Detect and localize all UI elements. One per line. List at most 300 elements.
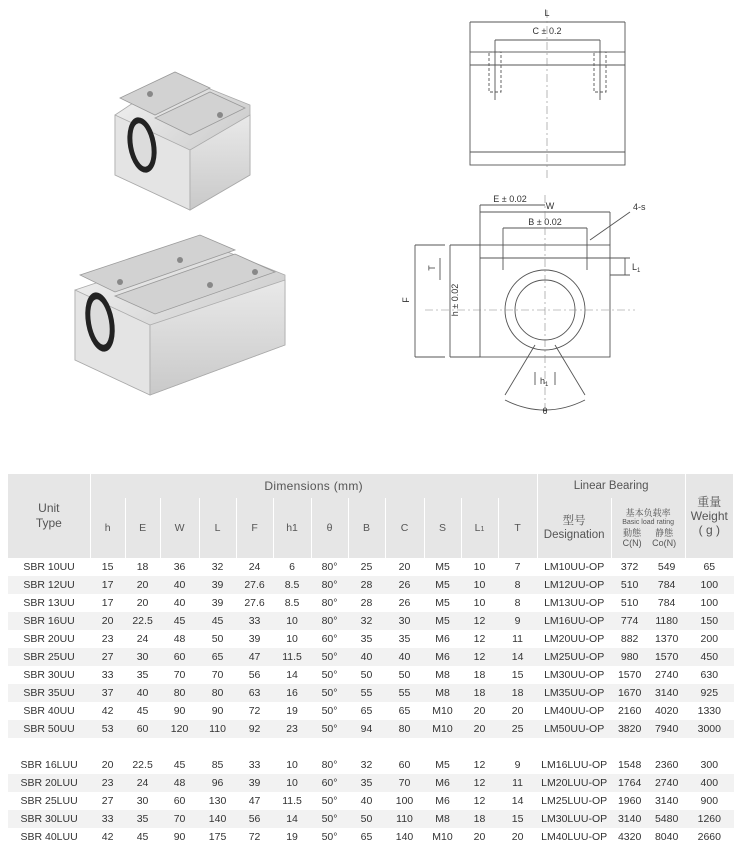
table-row — [8, 756, 734, 774]
col-L1: L1 — [461, 498, 498, 558]
cell-L: 90 — [211, 705, 224, 717]
cell-S: M5 — [435, 759, 450, 771]
cell-C: 80 — [385, 720, 424, 738]
cell-unit-type: SBR 20UU — [23, 633, 75, 645]
table-row — [8, 648, 734, 666]
cell-L: 130 — [208, 795, 227, 807]
cell-weight: 3000 — [685, 720, 733, 738]
cell-T: 11 — [512, 633, 524, 645]
dim-L1-label: $L_1$ — [632, 262, 641, 274]
cell-weight: 100 — [700, 597, 719, 609]
cell-static-load: 3140 — [648, 684, 685, 702]
cell-static-load: 2740 — [654, 669, 679, 681]
cell-B: 32 — [360, 759, 373, 771]
cell-L1: 12 — [461, 612, 498, 630]
table-row — [8, 576, 734, 594]
cell-weight: 630 — [700, 669, 719, 681]
cell-static-load: 2360 — [654, 759, 679, 771]
cell-S: M10 — [432, 705, 453, 717]
cell-dynamic-load: 3820 — [611, 720, 648, 738]
cell-F: 47 — [236, 648, 273, 666]
cell-unit-type: SBR 40LUU — [20, 831, 78, 843]
cell-T: 7 — [514, 561, 521, 573]
cell-dynamic-load: 1570 — [617, 669, 642, 681]
cell-weight: 200 — [700, 633, 719, 645]
cell-W: 120 — [160, 720, 199, 738]
cell-h: 42 — [101, 705, 114, 717]
cell-designation: LM16UU-OP — [537, 612, 611, 630]
cell-C: 110 — [385, 810, 424, 828]
cell-designation: LM20LUU-OP — [537, 774, 611, 792]
cell-weight: 150 — [685, 612, 733, 630]
cell-E: 20 — [136, 597, 149, 609]
cell-T: 9 — [498, 612, 537, 630]
cell-dynamic-load: 4320 — [617, 831, 642, 843]
cell-static-load: 2740 — [648, 774, 685, 792]
cell-dynamic-load: 1670 — [611, 684, 648, 702]
cell-dynamic-load: 3140 — [611, 810, 648, 828]
table-row — [8, 720, 734, 738]
table-row — [8, 810, 734, 828]
cell-weight: 925 — [685, 684, 733, 702]
cell-T: 25 — [498, 720, 537, 738]
cell-B: 35 — [360, 633, 373, 645]
cell-h1: 14 — [286, 669, 298, 681]
cell-theta: 50° — [321, 831, 338, 843]
cell-C: 30 — [385, 612, 424, 630]
cell-S: M6 — [424, 648, 461, 666]
cell-W: 45 — [160, 612, 199, 630]
cell-h1: 23 — [273, 720, 311, 738]
cell-S: M8 — [424, 810, 461, 828]
col-E: E — [125, 498, 160, 558]
cell-static-load: 7940 — [648, 720, 685, 738]
cell-F: 72 — [248, 831, 261, 843]
cell-dynamic-load: 774 — [611, 612, 648, 630]
cell-h: 15 — [101, 561, 114, 573]
short-block-photo — [115, 72, 250, 210]
cell-theta: 50° — [311, 684, 348, 702]
cell-L1: 20 — [473, 831, 486, 843]
cell-h: 17 — [90, 576, 125, 594]
cell-theta: 60° — [321, 633, 338, 645]
cell-theta: 50° — [311, 720, 348, 738]
col-F: F — [236, 498, 273, 558]
table-spacer — [8, 738, 734, 756]
cell-h1: 11.5 — [273, 648, 311, 666]
cell-C: 65 — [398, 705, 411, 717]
cell-W: 90 — [173, 705, 186, 717]
cell-designation: LM30UU-OP — [544, 669, 605, 681]
table-row — [8, 666, 734, 684]
cell-designation: LM40LUU-OP — [541, 831, 608, 843]
cell-theta: 50° — [321, 669, 338, 681]
cell-designation: LM20UU-OP — [544, 633, 605, 645]
cell-weight: 65 — [703, 561, 716, 573]
cell-unit-type: SBR 10UU — [23, 561, 75, 573]
col-B: B — [348, 498, 385, 558]
cell-C: 26 — [385, 576, 424, 594]
cell-static-load: 1570 — [648, 648, 685, 666]
cell-L1: 12 — [473, 759, 486, 771]
cell-h: 20 — [101, 759, 114, 771]
cell-B: 40 — [348, 648, 385, 666]
dim-theta-label: θ — [542, 406, 548, 416]
cell-B: 50 — [360, 669, 373, 681]
cell-S: M6 — [424, 774, 461, 792]
cell-L1: 10 — [473, 597, 486, 609]
cell-S: M5 — [435, 597, 450, 609]
cell-L1: 12 — [461, 774, 498, 792]
cell-unit-type: SBR 30LUU — [8, 810, 90, 828]
cell-B: 94 — [348, 720, 385, 738]
cell-unit-type: SBR 40UU — [23, 705, 75, 717]
col-theta: θ — [311, 498, 348, 558]
table-row — [8, 594, 734, 612]
col-S: S — [424, 498, 461, 558]
cell-dynamic-load: 882 — [620, 633, 639, 645]
cell-T: 9 — [514, 759, 521, 771]
cell-theta: 80° — [311, 576, 348, 594]
cell-h: 37 — [90, 684, 125, 702]
dim-4s-label: 4-s — [633, 202, 646, 212]
col-L: L — [199, 498, 236, 558]
cell-C: 50 — [398, 669, 411, 681]
cell-S: M5 — [424, 576, 461, 594]
cell-weight: 300 — [700, 759, 719, 771]
cell-L1: 12 — [473, 795, 486, 807]
cell-L: 70 — [211, 669, 224, 681]
cell-designation: LM16LUU-OP — [541, 759, 608, 771]
cell-B: 65 — [360, 831, 373, 843]
table-row — [8, 558, 734, 576]
dim-h1-label: $h_1$ — [540, 376, 549, 388]
cell-theta: 50° — [311, 810, 348, 828]
cell-static-load: 3140 — [654, 795, 679, 807]
cell-weight: 2660 — [697, 831, 721, 843]
cell-F: 24 — [248, 561, 261, 573]
cell-C: 20 — [398, 561, 411, 573]
dim-T-label: T — [427, 265, 437, 271]
cell-L1: 18 — [461, 810, 498, 828]
cell-W: 48 — [173, 633, 186, 645]
cell-T: 14 — [511, 795, 524, 807]
cell-theta: 50° — [311, 648, 348, 666]
cell-E: 24 — [125, 774, 160, 792]
cell-C: 55 — [385, 684, 424, 702]
cell-static-load: 549 — [657, 561, 676, 573]
cell-theta: 80° — [311, 612, 348, 630]
cell-h: 17 — [101, 597, 114, 609]
cell-L: 39 — [211, 597, 224, 609]
cell-E: 45 — [136, 705, 149, 717]
load-rating-header: 基本负载率 Basic load rating 動態 静態 C(N) Co(N) — [611, 498, 685, 558]
cell-h1: 19 — [286, 831, 298, 843]
cell-weight: 1330 — [697, 705, 721, 717]
cell-unit-type: SBR 20LUU — [8, 774, 90, 792]
cell-unit-type: SBR 50UU — [8, 720, 90, 738]
cell-designation: LM25LUU-OP — [541, 795, 608, 807]
cell-dynamic-load: 510 — [620, 597, 639, 609]
cell-h1: 11.5 — [282, 795, 302, 807]
cell-h1: 8.5 — [284, 597, 300, 609]
cell-theta: 50° — [321, 795, 338, 807]
cell-S: M6 — [435, 795, 450, 807]
cell-dynamic-load: 1960 — [617, 795, 642, 807]
cell-C: 140 — [395, 831, 414, 843]
cell-E: 18 — [136, 561, 149, 573]
cell-h: 27 — [90, 648, 125, 666]
cell-dynamic-load: 2160 — [617, 705, 642, 717]
cell-W: 48 — [160, 774, 199, 792]
cell-E: 60 — [125, 720, 160, 738]
cell-h: 27 — [101, 795, 114, 807]
cell-dynamic-load: 372 — [620, 561, 639, 573]
cell-L1: 18 — [473, 669, 486, 681]
cell-unit-type: SBR 25LUU — [20, 795, 78, 807]
cell-weight: 450 — [685, 648, 733, 666]
cell-h1: 10 — [273, 774, 311, 792]
cell-theta: 80° — [321, 561, 338, 573]
cell-h: 53 — [90, 720, 125, 738]
col-C: C — [385, 498, 424, 558]
cell-E: 30 — [125, 648, 160, 666]
cell-L1: 12 — [473, 633, 486, 645]
cell-F: 33 — [248, 759, 261, 771]
cell-weight: 1260 — [685, 810, 733, 828]
cell-W: 90 — [173, 831, 186, 843]
cell-T: 20 — [511, 831, 524, 843]
cell-B: 32 — [348, 612, 385, 630]
cell-T: 20 — [511, 705, 524, 717]
dimensions-header: Dimensions (mm) — [90, 474, 537, 498]
cell-h: 33 — [90, 810, 125, 828]
cell-L: 50 — [211, 633, 224, 645]
long-block-photo — [75, 235, 285, 395]
cell-designation: LM40UU-OP — [544, 705, 605, 717]
cell-W: 80 — [160, 684, 199, 702]
cell-B: 40 — [360, 795, 373, 807]
cell-unit-type: SBR 12UU — [8, 576, 90, 594]
cell-W: 45 — [173, 759, 186, 771]
cell-theta: 80° — [321, 597, 338, 609]
col-h1: h1 — [273, 498, 311, 558]
cell-T: 18 — [498, 684, 537, 702]
cell-designation: LM12UU-OP — [537, 576, 611, 594]
cell-static-load: 8040 — [654, 831, 679, 843]
cell-L: 140 — [199, 810, 236, 828]
cell-designation: LM30LUU-OP — [537, 810, 611, 828]
cell-W: 70 — [173, 669, 186, 681]
col-h: h — [90, 498, 125, 558]
cell-T: 15 — [498, 810, 537, 828]
dim-E-label: E ± 0.02 — [493, 194, 527, 204]
dim-F-label: F — [401, 297, 411, 303]
cell-T: 8 — [514, 597, 521, 609]
cell-theta: 50° — [321, 705, 338, 717]
cell-W: 36 — [173, 561, 186, 573]
cell-L: 110 — [199, 720, 236, 738]
cell-static-load: 784 — [648, 576, 685, 594]
cell-h: 42 — [101, 831, 114, 843]
cell-E: 45 — [136, 831, 149, 843]
dim-h-label: h ± 0.02 — [450, 283, 460, 317]
cell-h1: 8.5 — [273, 576, 311, 594]
cell-L1: 20 — [473, 705, 486, 717]
cell-designation: LM50UU-OP — [537, 720, 611, 738]
table-row — [8, 612, 734, 630]
cell-T: 11 — [498, 774, 537, 792]
cell-unit-type: SBR 13UU — [23, 597, 75, 609]
cell-W: 40 — [173, 597, 186, 609]
cell-F: 27.6 — [236, 576, 273, 594]
cell-theta: 80° — [321, 759, 338, 771]
table-row — [8, 684, 734, 702]
cell-static-load: 1180 — [648, 612, 685, 630]
cell-B: 25 — [360, 561, 373, 573]
cell-C: 26 — [398, 597, 411, 609]
cell-F: 27.6 — [244, 597, 265, 609]
cell-C: 40 — [385, 648, 424, 666]
cell-F: 39 — [236, 774, 273, 792]
cell-designation: LM10UU-OP — [544, 561, 605, 573]
cell-S: M8 — [435, 669, 450, 681]
cell-E: 35 — [136, 669, 149, 681]
cell-C: 35 — [398, 633, 411, 645]
cell-designation: LM13UU-OP — [544, 597, 605, 609]
cell-h1: 14 — [273, 810, 311, 828]
cell-F: 33 — [236, 612, 273, 630]
cell-F: 72 — [248, 705, 261, 717]
dim-W-label: W — [545, 201, 555, 211]
technical-drawing — [385, 0, 744, 430]
cell-h: 23 — [90, 774, 125, 792]
cell-designation: LM25UU-OP — [537, 648, 611, 666]
cell-theta: 60° — [311, 774, 348, 792]
cell-S: M5 — [435, 561, 450, 573]
cell-static-load: 5480 — [648, 810, 685, 828]
cell-S: M10 — [424, 720, 461, 738]
cell-L1: 10 — [461, 576, 498, 594]
cell-S: M6 — [435, 633, 450, 645]
cell-L: 39 — [199, 576, 236, 594]
cell-E: 30 — [136, 795, 149, 807]
cell-dynamic-load: 510 — [611, 576, 648, 594]
cell-L: 96 — [199, 774, 236, 792]
linear-bearing-header: Linear Bearing — [537, 474, 685, 498]
cell-dynamic-load: 1548 — [617, 759, 642, 771]
cell-E: 24 — [136, 633, 149, 645]
cell-static-load: 1370 — [654, 633, 679, 645]
cell-S: M8 — [424, 684, 461, 702]
cell-F: 47 — [248, 795, 261, 807]
cell-L1: 20 — [461, 720, 498, 738]
designation-header: 型号 Designation — [537, 498, 611, 558]
cell-L1: 12 — [461, 648, 498, 666]
cell-F: 92 — [236, 720, 273, 738]
cell-L1: 10 — [473, 561, 486, 573]
cell-E: 40 — [125, 684, 160, 702]
cell-B: 55 — [348, 684, 385, 702]
cell-W: 70 — [160, 810, 199, 828]
cell-T: 14 — [498, 648, 537, 666]
cell-L: 65 — [199, 648, 236, 666]
cell-h1: 16 — [273, 684, 311, 702]
cell-L: 80 — [199, 684, 236, 702]
weight-header: 重量 Weight ( g ) — [685, 474, 733, 558]
cell-C: 70 — [385, 774, 424, 792]
cell-h: 20 — [90, 612, 125, 630]
table-row — [8, 630, 734, 648]
cell-h: 33 — [101, 669, 114, 681]
cell-weight: 900 — [700, 795, 719, 807]
cell-F: 39 — [248, 633, 261, 645]
cell-h1: 6 — [289, 561, 295, 573]
cell-L: 45 — [199, 612, 236, 630]
cell-unit-type: SBR 16UU — [8, 612, 90, 630]
cell-unit-type: SBR 30UU — [23, 669, 75, 681]
cell-static-load: 784 — [657, 597, 676, 609]
cell-E: 22.5 — [125, 612, 160, 630]
cell-T: 15 — [511, 669, 524, 681]
table-row — [8, 792, 734, 810]
cell-F: 56 — [236, 810, 273, 828]
dim-L-label: L — [544, 8, 550, 18]
cell-static-load: 4020 — [654, 705, 679, 717]
cell-B: 28 — [360, 597, 373, 609]
table-row — [8, 774, 734, 792]
cell-B: 35 — [348, 774, 385, 792]
cell-F: 63 — [236, 684, 273, 702]
cell-B: 28 — [348, 576, 385, 594]
cell-B: 50 — [348, 810, 385, 828]
cell-unit-type: SBR 16LUU — [20, 759, 78, 771]
cell-F: 56 — [248, 669, 261, 681]
cell-h1: 10 — [273, 612, 311, 630]
cell-h1: 10 — [286, 633, 298, 645]
product-photos — [60, 60, 360, 420]
dim-B-label: B ± 0.02 — [528, 217, 562, 227]
dim-C-label: C ± 0.2 — [532, 26, 562, 36]
cell-L: 175 — [208, 831, 227, 843]
cell-weight: 100 — [685, 576, 733, 594]
cell-unit-type: SBR 35UU — [8, 684, 90, 702]
cell-T: 8 — [498, 576, 537, 594]
cell-h1: 10 — [286, 759, 298, 771]
cell-L1: 18 — [461, 684, 498, 702]
cell-L: 32 — [211, 561, 224, 573]
cell-C: 60 — [398, 759, 411, 771]
col-T: T — [498, 498, 537, 558]
cell-S: M5 — [424, 612, 461, 630]
cell-dynamic-load: 980 — [611, 648, 648, 666]
cell-dynamic-load: 1764 — [611, 774, 648, 792]
cell-S: M10 — [432, 831, 453, 843]
cell-unit-type: SBR 25UU — [8, 648, 90, 666]
cell-h: 23 — [101, 633, 114, 645]
cell-E: 35 — [125, 810, 160, 828]
table-row — [8, 702, 734, 720]
cell-B: 65 — [360, 705, 373, 717]
cell-E: 22.5 — [132, 759, 153, 771]
table-row — [8, 828, 734, 846]
cell-C: 100 — [395, 795, 414, 807]
unit-type-header: Unit Type — [8, 474, 90, 558]
cell-E: 20 — [125, 576, 160, 594]
cell-W: 60 — [173, 795, 186, 807]
cell-weight: 400 — [685, 774, 733, 792]
cell-W: 40 — [160, 576, 199, 594]
